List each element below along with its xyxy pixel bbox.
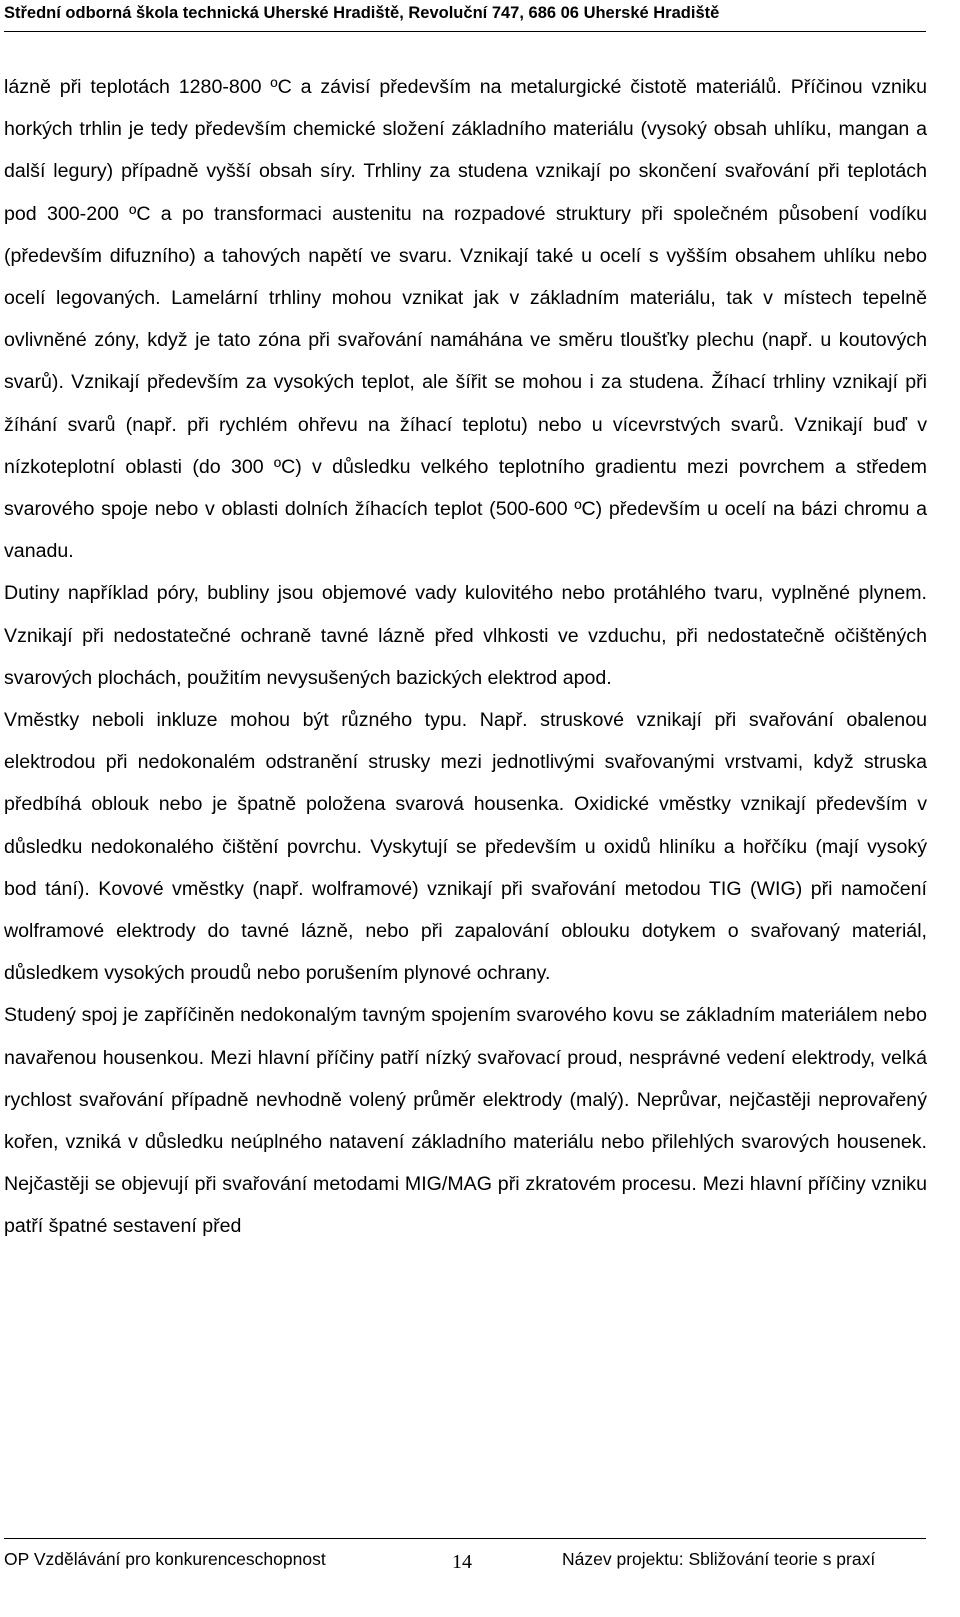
- paragraph-cavities: Dutiny například póry, bubliny jsou objemové vady kulovitého nebo protáhlého tvaru, vyplněné plynem. Vznikají při nedostatečné ochraně tavné lázně před vlhkosti ve vzduchu, při nedostatečně očištěných svarových plochách, použitím nevysušených bazických elektrod apod.: [4, 582, 927, 689]
- paragraph-cold-lap: Studený spoj je zapříčiněn nedokonalým tavným spojením svarového kovu se základním materiálem nebo navařenou housenkou. Mezi hlavní příčiny patří nízký svařovací proud, nesprávné vedení elektrody, velká rychlost svařování případně nevhodně volený průměr elektrody (malý). Neprůvar, nejčastěji neprovařený kořen, vzniká v důsledku neúplného natavení základního materiálu nebo přilehlých svarových housenek. Nejčastěji se objevují při svařování metodami MIG/MAG při zkratovém procesu. Mezi hlavní příčiny vzniku patří špatné sestavení před: [4, 1004, 927, 1238]
- footer-program: OP Vzdělávání pro konkurenceschopnost: [4, 1549, 326, 1569]
- paragraph-inclusions: Vměstky neboli inkluze mohou být různého typu. Např. struskové vznikají při svařování obalenou elektrodou při nedokonalém odstranění strusky mezi jednotlivými svařovanými vrstvami, když struska předbíhá oblouk nebo je špatně položena svarová housenka. Oxidické vměstky vznikají především v důsledku nedokonalého čištění povrchu. Vyskytují se především u oxidů hliníku a hořčíku (mají vysoký bod tání). Kovové vměstky (např. wolframové) vznikají při svařování metodou TIG (WIG) při namočení wolframové elektrody do tavné lázně, nebo při zapalování oblouku dotykem o svařovaný materiál, důsledkem vysokých proudů nebo porušením plynové ochrany.: [4, 709, 927, 985]
- footer-divider: [4, 1538, 926, 1539]
- page-header: Střední odborná škola technická Uherské Hradiště, Revoluční 747, 686 06 Uherské Hradiště: [4, 4, 720, 22]
- page-number: 14: [452, 1551, 472, 1573]
- header-divider: [4, 31, 926, 32]
- footer-project: Název projektu: Sbližování teorie s praxí: [562, 1549, 876, 1569]
- document-body: [4, 66, 927, 1248]
- paragraph-cracks: lázně při teplotách 1280-800 ºC a závisí především na metalurgické čistotě materiálů. Příčinou vzniku horkých trhlin je tedy především chemické složení základního materiálu (vysoký obsah uhlíku, mangan a další legury) případně vyšší obsah síry. Trhliny za studena vznikají po skončení svařování při teplotách pod 300-200 ºC a po transformaci austenitu na rozpadové struktury při společném působení vodíku (především difuzního) a tahových napětí ve svaru. Vznikají také u ocelí s vyšším obsahem uhlíku nebo ocelí legovaných. Lamelární trhliny mohou vznikat jak v základním materiálu, tak v místech tepelně ovlivněné zóny, když je tato zóna při svařování namáhána ve směru tloušťky plechu (např. u koutových svarů). Vznikají především za vysokých teplot, ale šířit se mohou i za studena. Žíhací trhliny vznikají při žíhání svarů (např. při rychlém ohřevu na žíhací teplotu) nebo u vícevrstvých svarů. Vznikají buď v nízkoteplotní oblasti (do 300 ºC) v důsledku velkého teplotního gradientu mezi povrchem a středem svarového spoje nebo v oblasti dolních žíhacích teplot (500-600 ºC) především u ocelí na bázi chromu a vanadu.: [4, 76, 927, 563]
